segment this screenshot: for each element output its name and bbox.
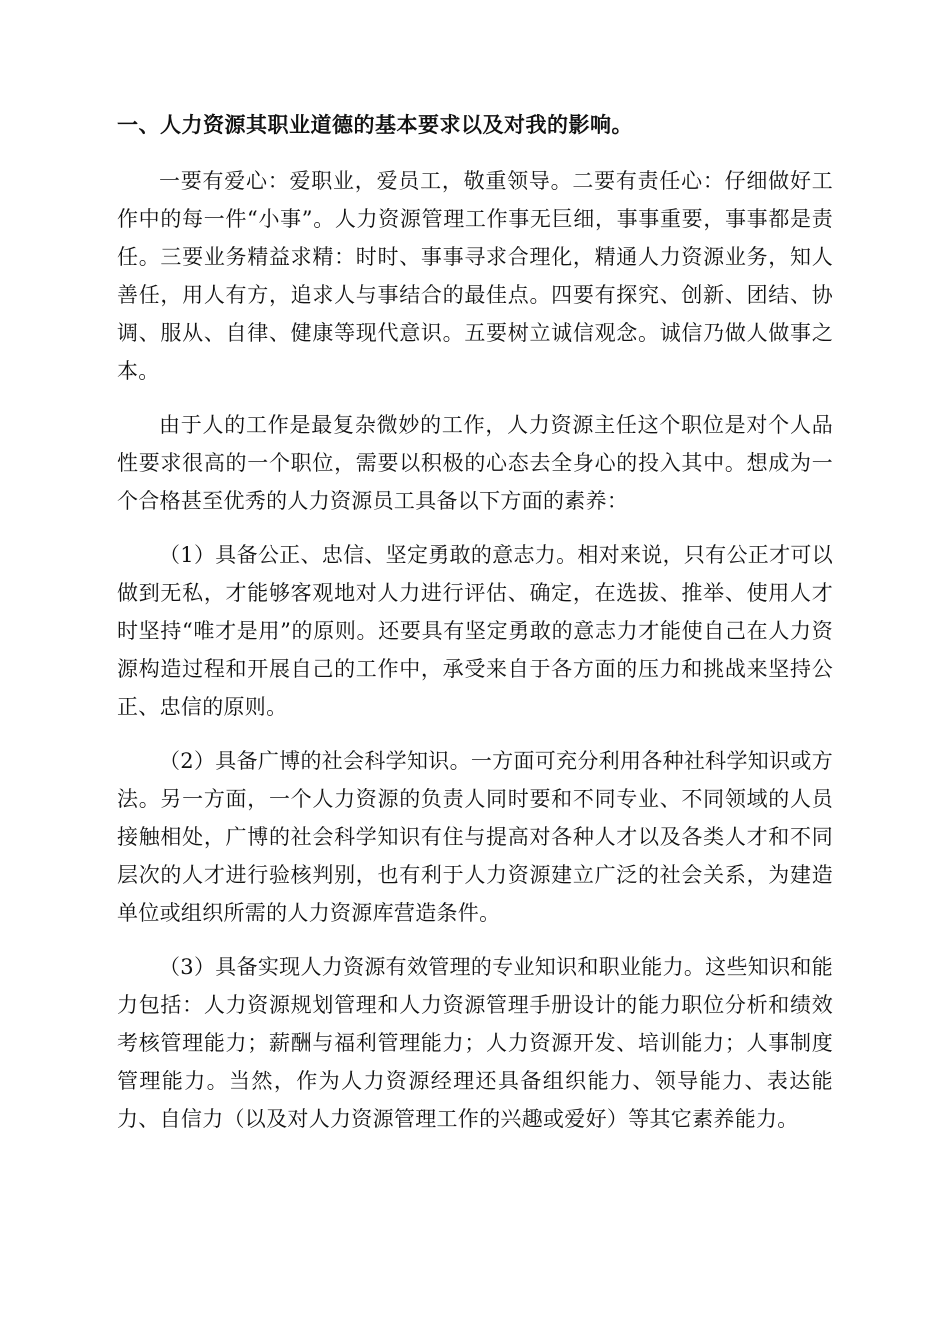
- paragraph-quality-3: （3）具备实现人力资源有效管理的专业知识和职业能力。这些知识和能力包括：人力资源规划管理和人力资源管理手册设计的能力职位分析和绩效考核管理能力；薪酬与福利管理能力；人力资源开发、培训能力；人事制度管理能力。当然，作为人力资源经理还具备组织能力、领导能力、表达能力、自信力（以及对人力资源管理工作的兴趣或爱好）等其它素养能力。: [117, 955, 833, 1131]
- paragraph-quality-1: （1）具备公正、忠信、坚定勇敢的意志力。相对来说，只有公正才可以做到无私，才能够客观地对人力进行评估、确定，在选拔、推举、使用人才时坚持“唯才是用”的原则。还要具有坚定勇敢的意志力才能使自己在人力资源构造过程和开展自己的工作中，承受来自于各方面的压力和挑战来坚持公正、忠信的原则。: [117, 543, 833, 719]
- document-page: [117, 110, 833, 1154]
- paragraph-quality-2: （2）具备广博的社会科学知识。一方面可充分利用各种社科学知识或方法。另一方面，一个人力资源的负责人同时要和不同专业、不同领域的人员接触相处，广博的社会科学知识有住与提高对各种人才以及各类人才和不同层次的人才进行验核判别，也有利于人力资源建立广泛的社会关系，为建造单位或组织所需的人力资源库营造条件。: [117, 749, 833, 925]
- section-heading: 一、人力资源其职业道德的基本要求以及对我的影响。: [117, 113, 633, 137]
- paragraph-intro-qualities: 由于人的工作是最复杂微妙的工作，人力资源主任这个职位是对个人品性要求很高的一个职位，需要以积极的心态去全身心的投入其中。想成为一个合格甚至优秀的人力资源员工具备以下方面的素养：: [117, 413, 833, 513]
- paragraph-requirements: 一要有爱心：爱职业，爱员工，敬重领导。二要有责任心：仔细做好工作中的每一件“小事”。人力资源管理工作事无巨细，事事重要，事事都是责任。三要业务精益求精：时时、事事寻求合理化，精通人力资源业务，知人善任，用人有方，追求人与事结合的最佳点。四要有探究、创新、团结、协调、服从、自律、健康等现代意识。五要树立诚信观念。诚信乃做人做事之本。: [117, 169, 833, 383]
